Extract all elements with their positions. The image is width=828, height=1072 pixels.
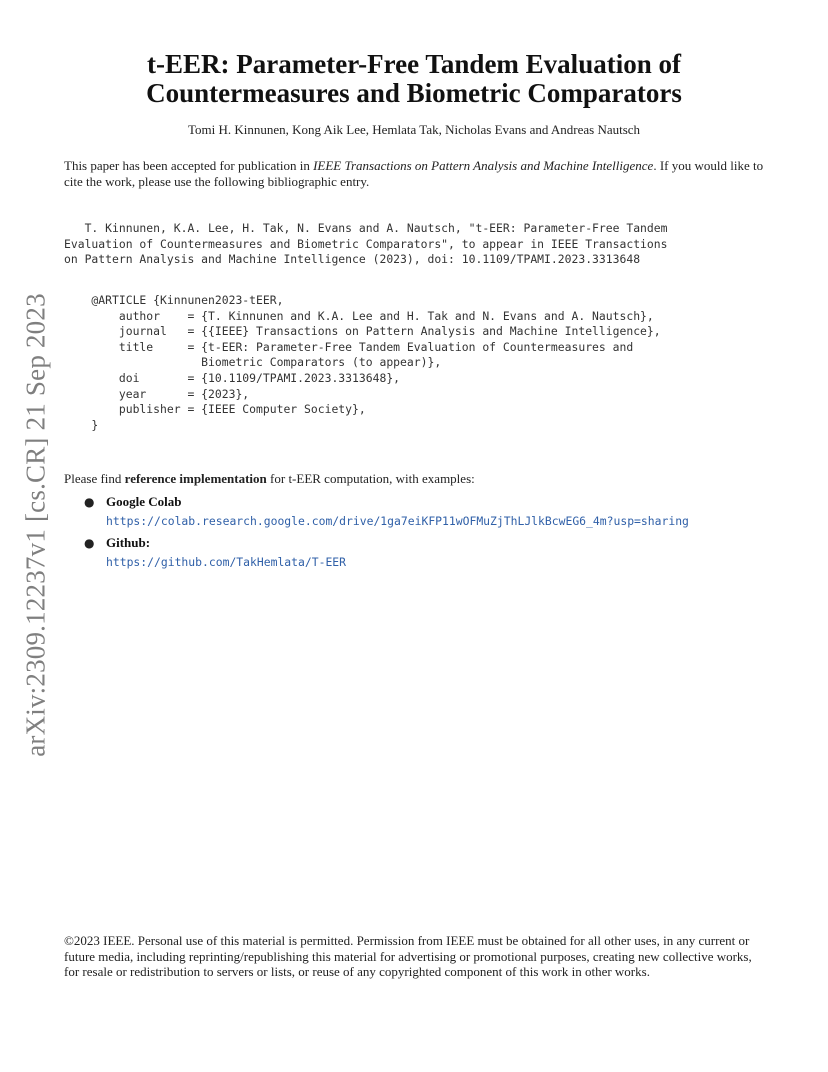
bibtex-line: @ARTICLE {Kinnunen2023-tEER, bbox=[64, 293, 284, 307]
bullet-icon: ● bbox=[84, 495, 95, 509]
acceptance-note bbox=[64, 158, 764, 190]
copyright-notice: ©2023 IEEE. Personal use of this material is permitted. Permission from IEEE must be obtained for all other uses, in any current or future media, including reprinting/republishing this material for advertising or promotional purposes, creating new collective works, for resale or redistribution to servers or lists, or reuse of any copyrighted component of this work in other works. bbox=[64, 933, 752, 980]
reference-implementation-note bbox=[64, 471, 475, 487]
bibtex-line: year = {2023}, bbox=[64, 386, 250, 401]
bibtex-line: title = {t-EER: Parameter-Free Tandem Evaluation of Countermeasures and bbox=[64, 339, 634, 354]
reference-after: for t-EER computation, with examples: bbox=[266, 471, 475, 486]
colab-label: Google Colab bbox=[106, 494, 182, 509]
bibtex-line: author = {T. Kinnunen and K.A. Lee and H. Tak and N. Evans and A. Nautsch}, bbox=[64, 308, 654, 323]
bibtex-line: doi = {10.1109/TPAMI.2023.3313648}, bbox=[64, 370, 401, 385]
list-item-github bbox=[64, 535, 784, 570]
citation-line: on Pattern Analysis and Machine Intelligence (2023), doi: 10.1109/TPAMI.2023.3313648 bbox=[64, 252, 641, 267]
citation-line: Evaluation of Countermeasures and Biometric Comparators", to appear in IEEE Transactions bbox=[64, 236, 668, 251]
arxiv-sidebar bbox=[8, 290, 64, 760]
bibtex-line: journal = {{IEEE} Transactions on Pattern Analysis and Machine Intelligence}, bbox=[64, 324, 661, 339]
reference-bold: reference implementation bbox=[124, 471, 267, 486]
arxiv-identifier: arXiv:2309.12237v1 [cs.CR] 21 Sep 2023 bbox=[20, 293, 51, 757]
bibtex-line: Biometric Comparators (to appear)}, bbox=[64, 355, 442, 370]
github-link[interactable]: https://github.com/TakHemlata/T-EER bbox=[106, 555, 347, 569]
bibtex-line: publisher = {IEEE Computer Society}, bbox=[64, 402, 366, 417]
acceptance-note-after: . If you would like to cite the work, please use the following bibliographic entry. bbox=[64, 158, 764, 189]
paper-title bbox=[64, 50, 764, 108]
colab-link[interactable]: https://colab.research.google.com/drive/1ga7eiKFP11wOFMuZjThLJlkBcwEG6_4m?usp=sharing bbox=[106, 514, 689, 528]
reference-before: Please find bbox=[64, 471, 125, 486]
implementation-links bbox=[64, 494, 784, 576]
paper-title-line-1: t-EER: Parameter-Free Tandem Evaluation of bbox=[147, 49, 681, 79]
journal-name: IEEE Transactions on Pattern Analysis and Machine Intelligence bbox=[313, 158, 654, 173]
acceptance-note-before: This paper has been accepted for publication in bbox=[64, 158, 314, 173]
author-list: Tomi H. Kinnunen, Kong Aik Lee, Hemlata Tak, Nicholas Evans and Andreas Nautsch bbox=[187, 122, 641, 137]
bibtex-entry bbox=[64, 293, 661, 433]
list-item-colab bbox=[64, 494, 784, 529]
github-label: Github: bbox=[106, 535, 151, 550]
citation-block bbox=[64, 221, 667, 268]
citation-line: T. Kinnunen, K.A. Lee, H. Tak, N. Evans and A. Nautsch, "t-EER: Parameter-Free Tandem bbox=[64, 221, 668, 235]
bullet-icon: ● bbox=[84, 536, 95, 550]
paper-title-line-2: Countermeasures and Biometric Comparators bbox=[146, 78, 682, 108]
bibtex-line: } bbox=[64, 417, 99, 432]
